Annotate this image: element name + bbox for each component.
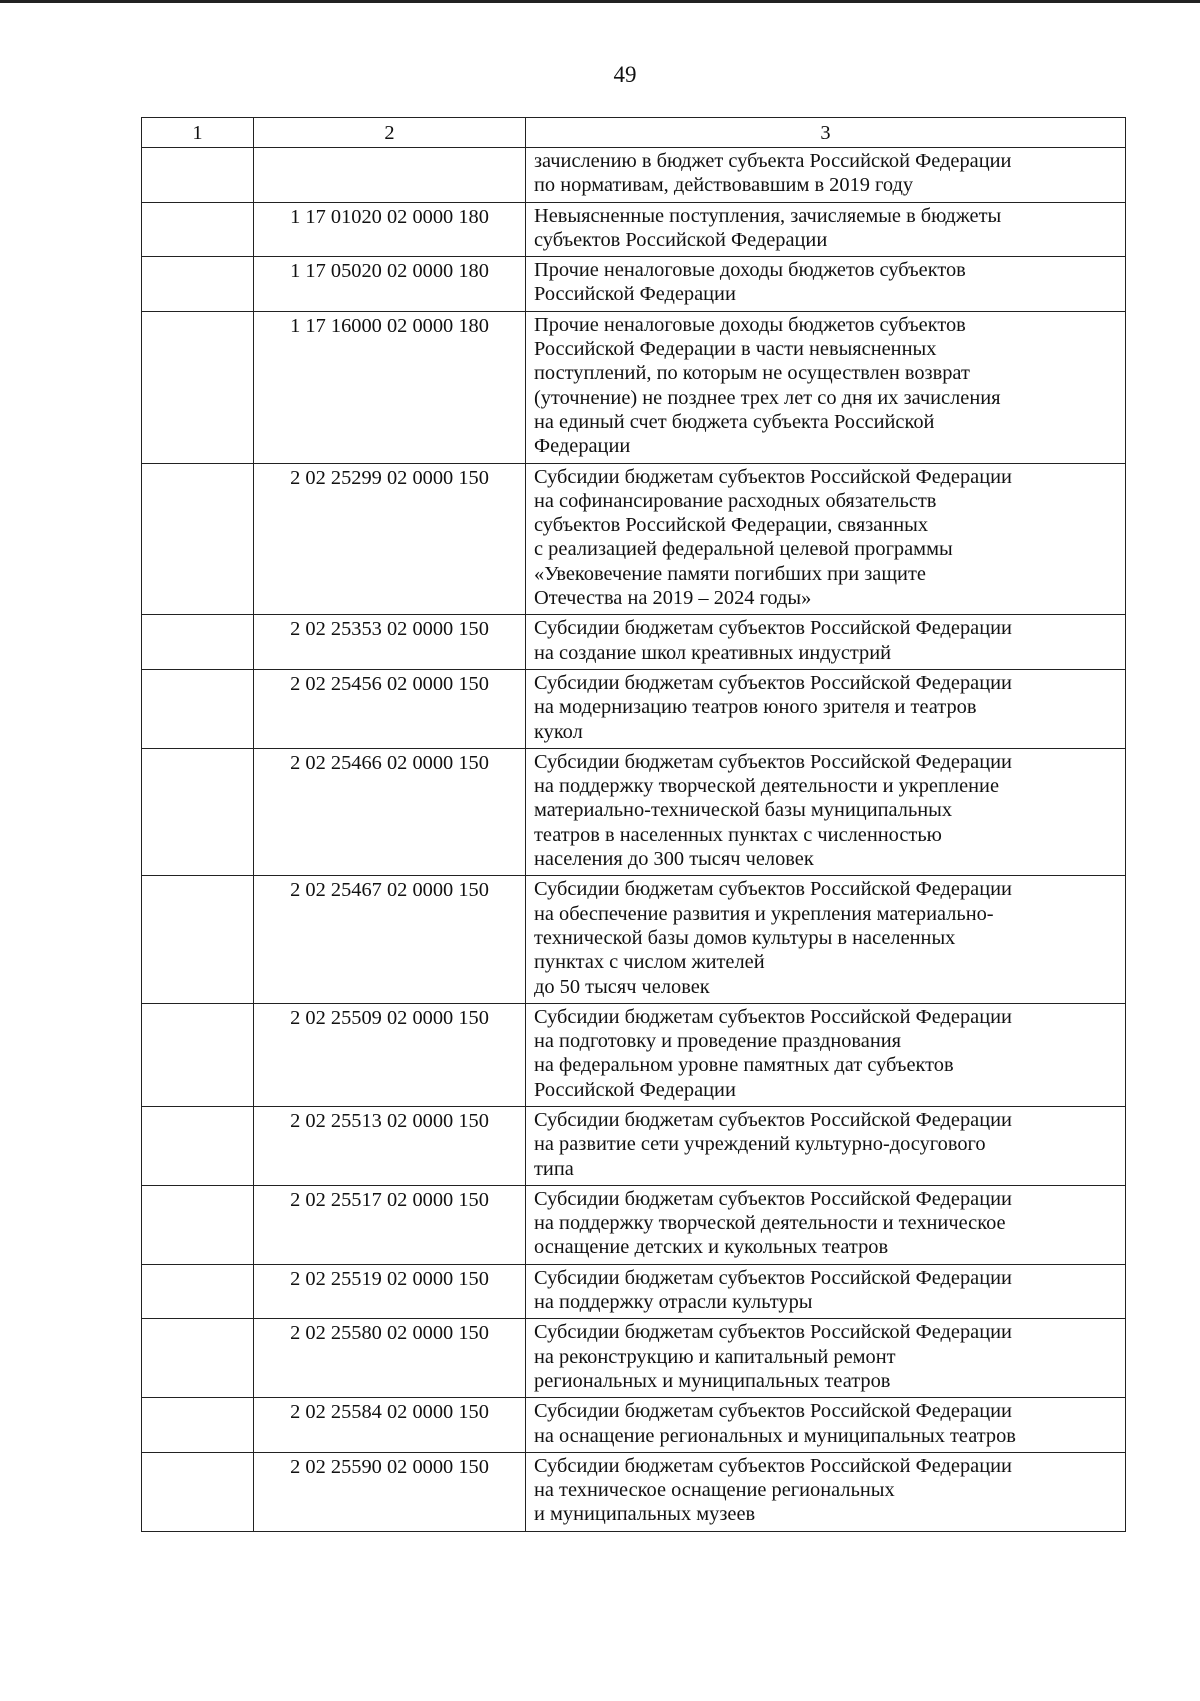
revenue-name-line: материально-технической базы муниципальных xyxy=(534,799,953,822)
revenue-name-cell xyxy=(526,1106,1126,1185)
revenue-name-line: с реализацией федеральной целевой программы xyxy=(534,538,953,561)
revenue-name-cell xyxy=(526,148,1126,203)
scan-top-edge xyxy=(0,0,1200,3)
row-number-cell xyxy=(142,1398,254,1453)
revenue-name-cell xyxy=(526,463,1126,615)
revenue-name-line: Субсидии бюджетам субъектов Российской Федерации xyxy=(534,750,1012,773)
revenue-name-line: Субсидии бюджетам субъектов Российской Федерации xyxy=(534,1454,1012,1477)
table-row xyxy=(142,1185,1126,1264)
table-row xyxy=(142,311,1126,463)
row-number-cell xyxy=(142,1319,254,1398)
page-number: 49 xyxy=(613,62,637,87)
revenue-name-line: на поддержку отрасли культуры xyxy=(534,1291,813,1314)
header-col-2: 2 xyxy=(254,118,526,148)
revenue-name-line: на модернизацию театров юного зрителя и театров xyxy=(534,696,977,719)
revenue-code-cell: 2 02 25299 02 0000 150 xyxy=(254,463,526,615)
revenue-name-line: Субсидии бюджетам субъектов Российской Федерации xyxy=(534,617,1012,640)
revenue-name-line: на техническое оснащение региональных xyxy=(534,1479,895,1502)
revenue-name-line: субъектов Российской Федерации xyxy=(534,228,828,251)
revenue-name-cell xyxy=(526,1319,1126,1398)
revenue-name-line: типа xyxy=(534,1157,574,1180)
revenue-name-line: на подготовку и проведение празднования xyxy=(534,1030,902,1053)
revenue-name-line: до 50 тысяч человек xyxy=(534,975,710,998)
revenue-name-cell xyxy=(526,257,1126,312)
revenue-code-cell: 2 02 25519 02 0000 150 xyxy=(254,1264,526,1319)
revenue-name-cell xyxy=(526,615,1126,670)
table-row xyxy=(142,1452,1126,1531)
revenue-code-cell: 2 02 25517 02 0000 150 xyxy=(254,1185,526,1264)
revenue-code-cell: 2 02 25466 02 0000 150 xyxy=(254,748,526,875)
revenue-code-cell: 2 02 25353 02 0000 150 xyxy=(254,615,526,670)
table-row xyxy=(142,1398,1126,1453)
revenue-code-cell: 1 17 16000 02 0000 180 xyxy=(254,311,526,463)
revenue-name-line: поступлений, по которым не осуществлен возврат xyxy=(534,362,970,385)
row-number-cell xyxy=(142,1185,254,1264)
revenue-name-line: на оснащение региональных и муниципальных театров xyxy=(534,1424,1016,1447)
row-number-cell xyxy=(142,257,254,312)
revenue-code-cell: 2 02 25467 02 0000 150 xyxy=(254,876,526,1003)
revenue-name-line: на федеральном уровне памятных дат субъектов xyxy=(534,1054,954,1077)
revenue-name-cell xyxy=(526,1003,1126,1106)
table-row xyxy=(142,669,1126,748)
row-number-cell xyxy=(142,463,254,615)
table-row xyxy=(142,257,1126,312)
revenue-name-line: Прочие неналоговые доходы бюджетов субъектов xyxy=(534,259,966,282)
revenue-name-line: оснащение детских и кукольных театров xyxy=(534,1236,889,1259)
revenue-name-line: театров в населенных пунктах с численностью xyxy=(534,823,942,846)
revenue-name-line: Прочие неналоговые доходы бюджетов субъектов xyxy=(534,313,966,336)
row-number-cell xyxy=(142,311,254,463)
revenue-name-line: Невыясненные поступления, зачисляемые в бюджеты xyxy=(534,204,1002,227)
budget-revenue-table xyxy=(141,117,1126,1532)
revenue-name-line: на поддержку творческой деятельности и укрепление xyxy=(534,775,999,798)
header-col-1: 1 xyxy=(142,118,254,148)
revenue-code-cell: 2 02 25590 02 0000 150 xyxy=(254,1452,526,1531)
revenue-name-cell xyxy=(526,876,1126,1003)
revenue-code-cell: 2 02 25456 02 0000 150 xyxy=(254,669,526,748)
revenue-name-line: зачислению в бюджет субъекта Российской Федерации xyxy=(534,150,1012,172)
header-row xyxy=(142,118,1126,148)
revenue-name-line: на обеспечение развития и укрепления материально- xyxy=(534,902,994,925)
row-number-cell xyxy=(142,669,254,748)
revenue-name-line: пунктах с числом жителей xyxy=(534,951,765,974)
revenue-name-line: Субсидии бюджетам субъектов Российской Федерации xyxy=(534,1321,1012,1344)
revenue-name-line: региональных и муниципальных театров xyxy=(534,1369,891,1392)
table-row xyxy=(142,463,1126,615)
revenue-code-cell: 2 02 25580 02 0000 150 xyxy=(254,1319,526,1398)
revenue-name-line: на реконструкцию и капитальный ремонт xyxy=(534,1345,896,1368)
revenue-name-cell xyxy=(526,1185,1126,1264)
header-col-3: 3 xyxy=(526,118,1126,148)
revenue-name-cell xyxy=(526,1264,1126,1319)
row-number-cell xyxy=(142,1106,254,1185)
row-number-cell xyxy=(142,1003,254,1106)
revenue-name-cell xyxy=(526,1452,1126,1531)
revenue-name-cell xyxy=(526,748,1126,875)
table-header xyxy=(142,118,1126,148)
revenue-name-line: (уточнение) не позднее трех лет со дня их зачисления xyxy=(534,386,1001,409)
revenue-name-line: Субсидии бюджетам субъектов Российской Федерации xyxy=(534,671,1012,694)
table-row xyxy=(142,1003,1126,1106)
revenue-name-line: Субсидии бюджетам субъектов Российской Федерации xyxy=(534,1400,1012,1423)
table-row xyxy=(142,148,1126,203)
revenue-name-line: на создание школ креативных индустрий xyxy=(534,641,892,664)
revenue-name-line: Субсидии бюджетам субъектов Российской Федерации xyxy=(534,1187,1012,1210)
revenue-name-line: Российской Федерации xyxy=(534,283,736,306)
revenue-name-line: Субсидии бюджетам субъектов Российской Федерации xyxy=(534,878,1012,901)
table-row xyxy=(142,876,1126,1003)
revenue-code-cell: 1 17 05020 02 0000 180 xyxy=(254,257,526,312)
table-row xyxy=(142,1106,1126,1185)
table-row xyxy=(142,202,1126,257)
revenue-name-line: Субсидии бюджетам субъектов Российской Федерации xyxy=(534,465,1012,488)
revenue-name-cell xyxy=(526,1398,1126,1453)
revenue-name-line: на единый счет бюджета субъекта Российской xyxy=(534,410,935,433)
revenue-code-cell xyxy=(254,148,526,203)
revenue-name-line: Субсидии бюджетам субъектов Российской Федерации xyxy=(534,1266,1012,1289)
revenue-name-line: кукол xyxy=(534,720,583,743)
row-number-cell xyxy=(142,1452,254,1531)
row-number-cell xyxy=(142,202,254,257)
revenue-name-line: технической базы домов культуры в населенных xyxy=(534,926,956,949)
revenue-code-cell: 2 02 25513 02 0000 150 xyxy=(254,1106,526,1185)
table-row xyxy=(142,748,1126,875)
revenue-name-line: «Увековечение памяти погибших при защите xyxy=(534,562,926,585)
row-number-cell xyxy=(142,748,254,875)
revenue-name-line: Российской Федерации xyxy=(534,1078,736,1101)
revenue-name-line: Субсидии бюджетам субъектов Российской Федерации xyxy=(534,1108,1012,1131)
revenue-name-line: Отечества на 2019 – 2024 годы» xyxy=(534,587,812,610)
revenue-name-line: по нормативам, действовавшим в 2019 году xyxy=(534,174,914,197)
revenue-name-line: на развитие сети учреждений культурно-досугового xyxy=(534,1133,986,1156)
revenue-name-line: субъектов Российской Федерации, связанных xyxy=(534,514,929,537)
row-number-cell xyxy=(142,148,254,203)
revenue-name-line: и муниципальных музеев xyxy=(534,1503,756,1526)
row-number-cell xyxy=(142,876,254,1003)
table-row xyxy=(142,1264,1126,1319)
revenue-code-cell: 2 02 25509 02 0000 150 xyxy=(254,1003,526,1106)
row-number-cell xyxy=(142,615,254,670)
revenue-code-cell: 1 17 01020 02 0000 180 xyxy=(254,202,526,257)
table-body xyxy=(142,148,1126,1532)
revenue-name-cell xyxy=(526,311,1126,463)
revenue-code-cell: 2 02 25584 02 0000 150 xyxy=(254,1398,526,1453)
revenue-name-cell xyxy=(526,202,1126,257)
table-row xyxy=(142,615,1126,670)
row-number-cell xyxy=(142,1264,254,1319)
revenue-name-line: Субсидии бюджетам субъектов Российской Федерации xyxy=(534,1005,1012,1028)
revenue-name-line: на софинансирование расходных обязательств xyxy=(534,489,937,512)
revenue-name-line: на поддержку творческой деятельности и техническое xyxy=(534,1212,1006,1235)
revenue-name-line: Российской Федерации в части невыясненных xyxy=(534,338,937,361)
table-row xyxy=(142,1319,1126,1398)
revenue-name-line: населения до 300 тысяч человек xyxy=(534,848,814,871)
revenue-name-line: Федерации xyxy=(534,435,631,458)
revenue-name-cell xyxy=(526,669,1126,748)
